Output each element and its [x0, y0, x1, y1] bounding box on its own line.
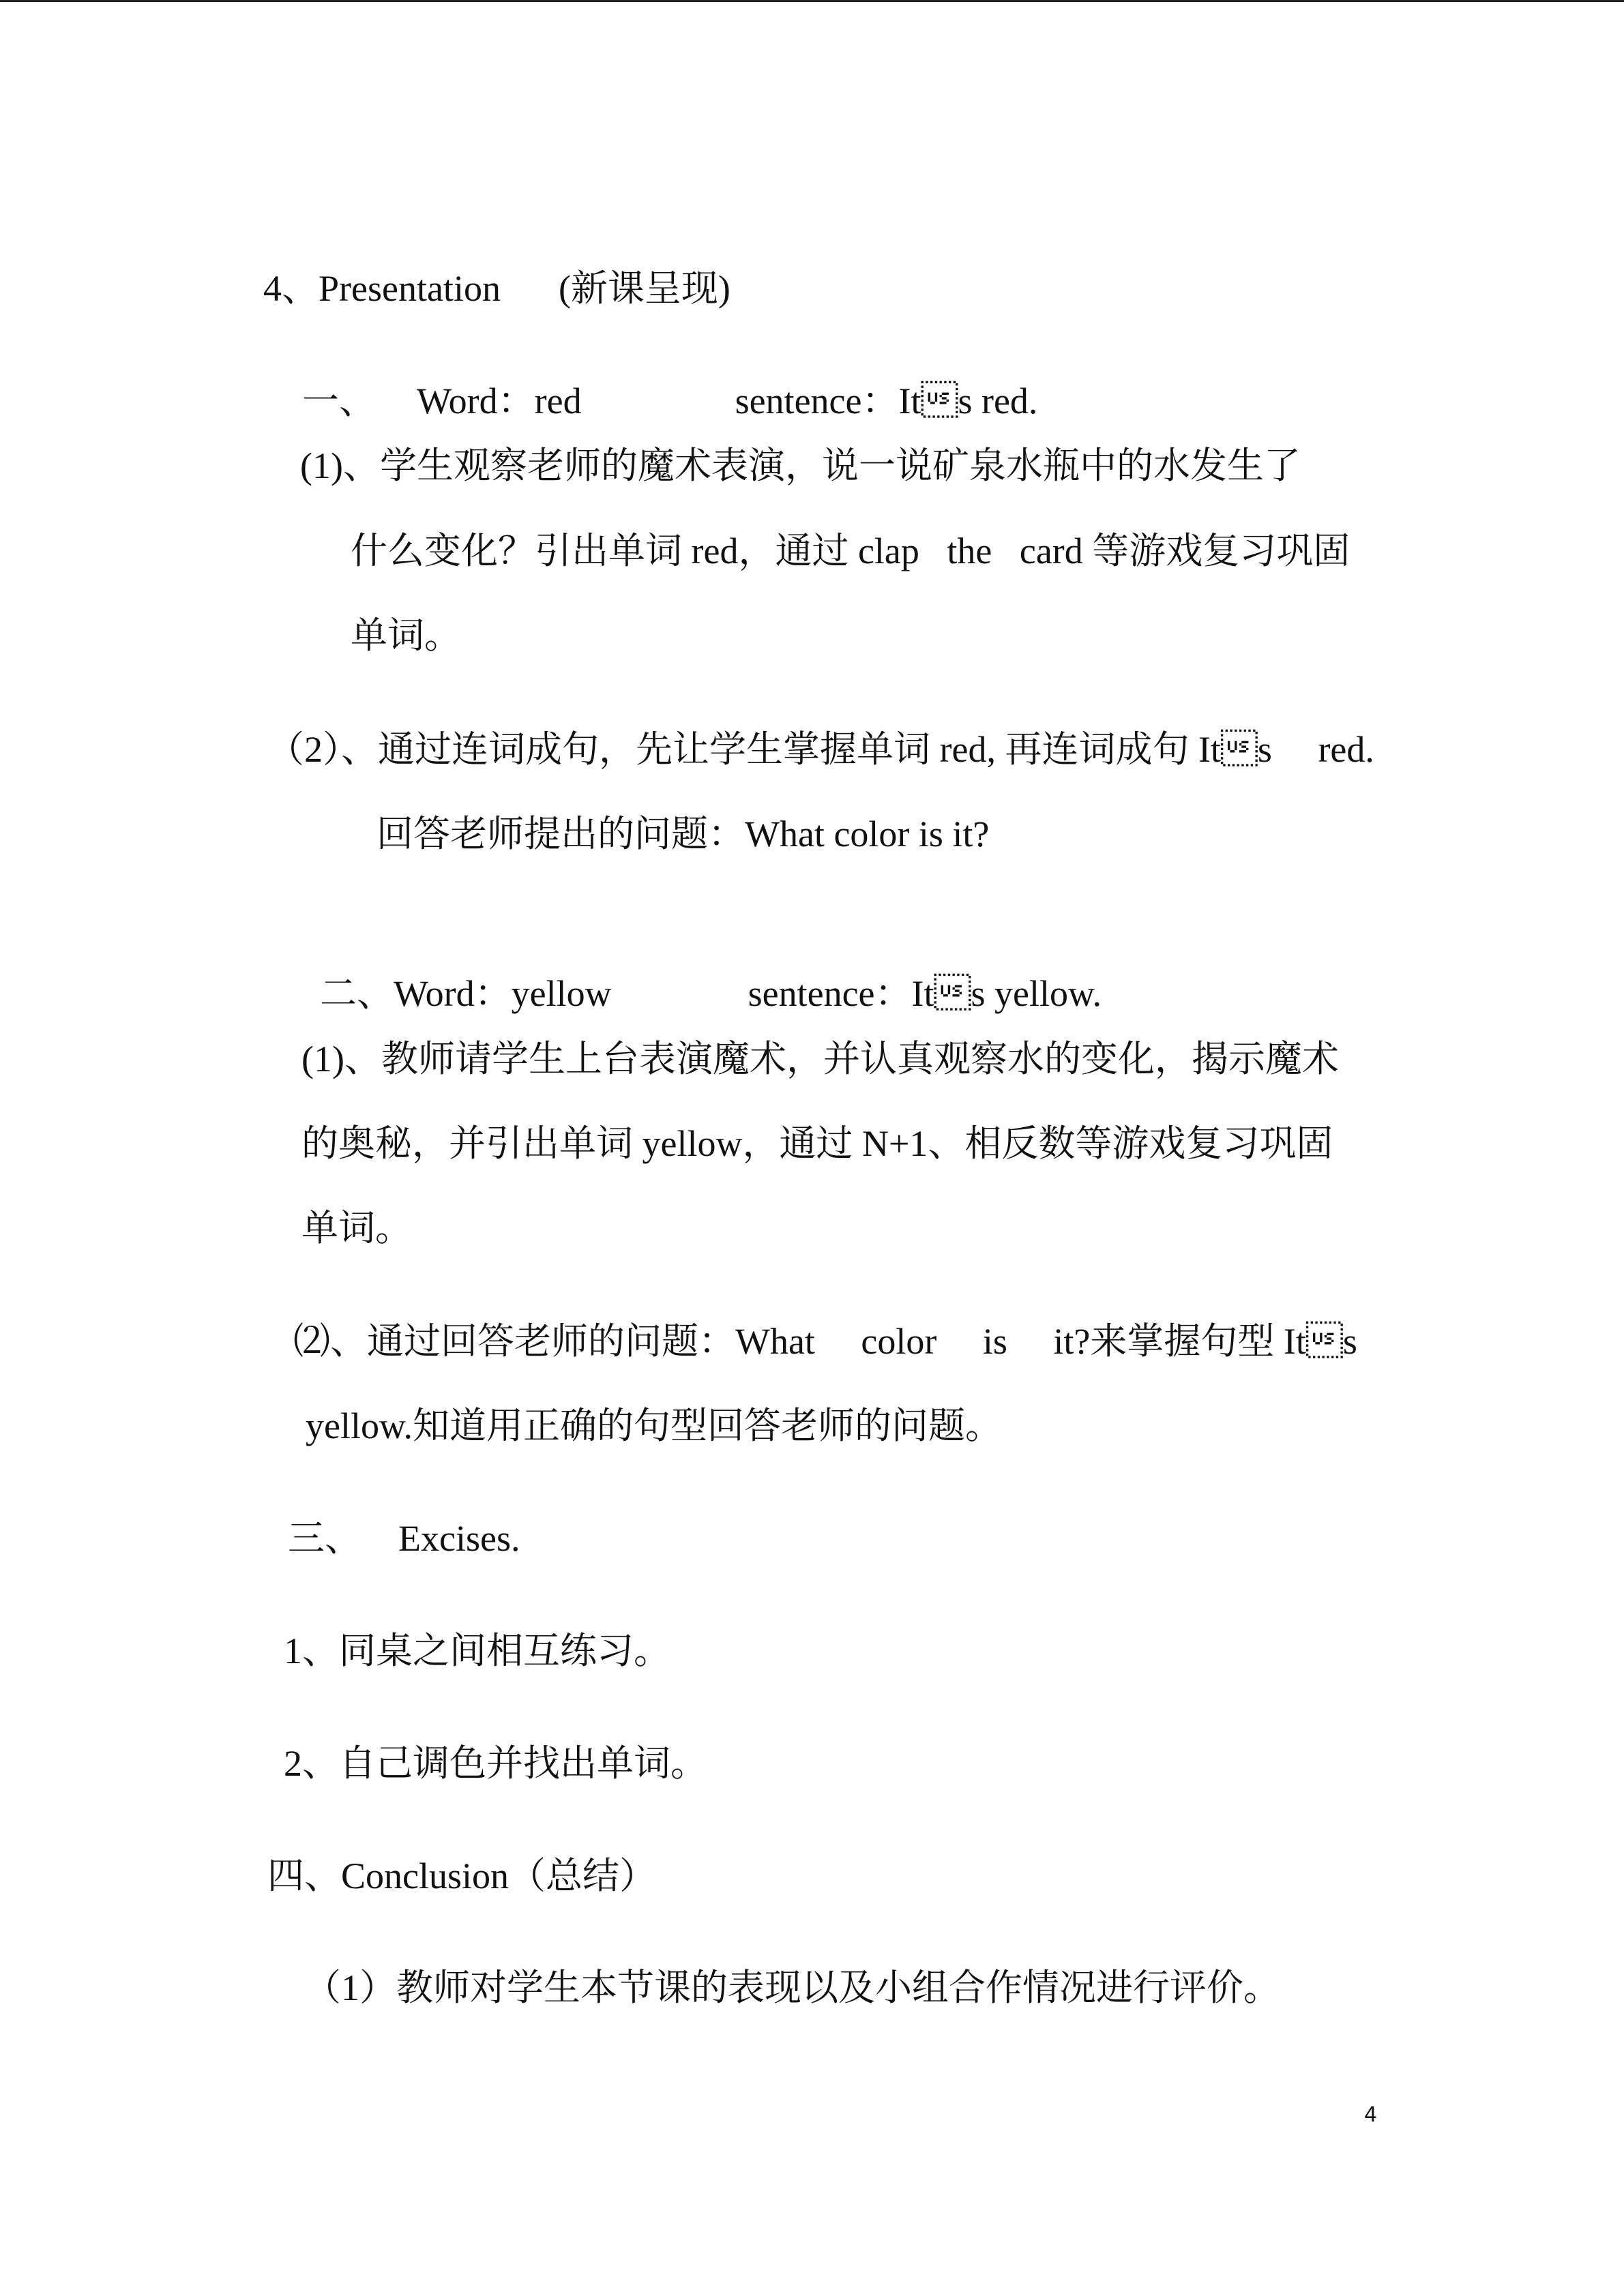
top-border-line	[0, 0, 1624, 2]
part1-step1-line1: (1)、学生观察老师的魔术表演，说一说矿泉水瓶中的水发生了	[300, 445, 1301, 486]
part2-step1-line1: (1)、教师请学生上台表演魔术，并认真观察水的变化，揭示魔术	[301, 1039, 1339, 1079]
part3-heading: 三、 Excises.	[288, 1518, 520, 1559]
part2-step1-line3: 单词。	[301, 1208, 412, 1249]
section-heading-label: 4、Presentation	[263, 268, 501, 309]
part4-heading: 四、Conclusion（总结）	[267, 1855, 657, 1896]
part3-item1: 1、同桌之间相互练习。	[284, 1630, 670, 1671]
page-number: 4	[1364, 2103, 1378, 2127]
part1-heading-prefix: 一、	[302, 381, 376, 421]
part2-sentence: sentence：It s yellow.	[748, 973, 1102, 1014]
part2-word: 二、Word：yellow	[320, 973, 612, 1014]
part1-step1-line2: 什么变化？引出单词 red，通过 clap the card 等游戏复习巩固	[351, 531, 1350, 571]
part1-step2-line2: 回答老师提出的问题：What color is it?	[377, 814, 990, 854]
part2-heading	[301, 922, 1102, 1017]
part4-item1: （1）教师对学生本节课的表现以及小组合作情况进行评价。	[304, 1967, 1280, 2008]
part1-step1-line3: 单词。	[351, 615, 461, 656]
part1-sentence: sentence：It s red.	[735, 381, 1038, 421]
part3-item2: 2、自己调色并找出单词。	[284, 1743, 707, 1784]
section-heading-note: (新课呈现)	[558, 268, 730, 309]
section-heading	[245, 217, 730, 312]
part1-heading	[284, 329, 1037, 425]
part2-step1-line2: 的奥秘，并引出单词 yellow，通过 N+1、相反数等游戏复习巩固	[301, 1123, 1333, 1164]
part2-step2-line2: yellow.知道用正确的句型回答老师的问题。	[306, 1405, 1002, 1446]
part1-step2-line1: （2）、通过连词成句，先让学生掌握单词 red, 再连词成句 It s red.	[267, 729, 1374, 770]
part2-step2-line1: ⑵、通过回答老师的问题：What color is it?来掌握句型 It s	[293, 1321, 1357, 1362]
part1-word: Word：red	[417, 381, 582, 421]
